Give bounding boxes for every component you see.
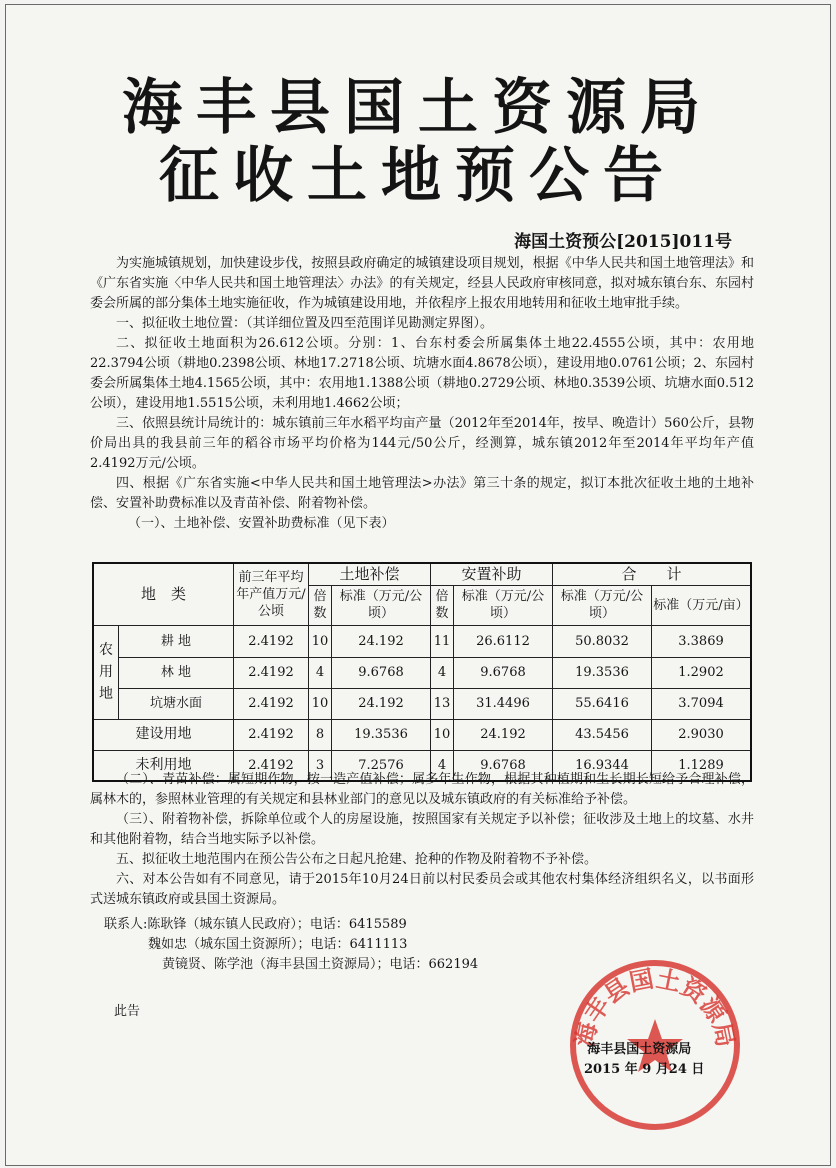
cell-land-standard: 7.2576 bbox=[332, 750, 431, 781]
table-row bbox=[93, 657, 751, 688]
cell-resettle-multiple: 11 bbox=[431, 625, 454, 657]
signature-block bbox=[574, 1040, 704, 1080]
cell-land-multiple: 3 bbox=[309, 750, 332, 781]
sub-item-3: （三）、附着物补偿，拆除单位或个人的房屋设施，按照国家有关规定予以补偿；征收涉及土地上的坟墓、水井和其他附着物，结合当地实际予以补偿。 bbox=[90, 812, 754, 847]
table-row bbox=[93, 719, 751, 750]
cell-resettle-multiple: 10 bbox=[431, 719, 454, 750]
cell-total-mu: 3.7094 bbox=[652, 688, 752, 719]
item-6: 六、对本公告如有不同意见，请于2015年10月24日前以村民委员会或其他农村集体经济组织名义，以书面形式送城东镇政府或县国土资源局。 bbox=[90, 872, 754, 907]
cell-total-ha: 43.5456 bbox=[553, 719, 652, 750]
header-standard-ha: 标准（万元/公顷） bbox=[332, 585, 431, 625]
header-standard-mu: 标准（万元/亩） bbox=[652, 585, 752, 625]
item-1: 一、拟征收土地位置：（其详细位置及四至范围详见勘测定界图）。 bbox=[116, 316, 494, 331]
item-2: 二、拟征收土地面积为26.612公顷。分别：1、台东村委会所属集体土地22.4555公顷，其中：农用地22.3794公顷（耕地0.2398公顷、林地17.2718公顷、坑塘水面4.8678公顷），建设用地0.0761公顷；2、东园村委会所属集体土地4.1565公顷，其中：农用地1.1388公顷（耕地0.2729公顷、林地0.3539公顷、坑塘水面0.512公顷），建设用地1.5515公顷，未利用地1.4662公顷； bbox=[90, 336, 754, 411]
cell-land-standard: 19.3536 bbox=[332, 719, 431, 750]
cell-avg-output: 2.4192 bbox=[234, 719, 309, 750]
cell-land-multiple: 10 bbox=[309, 688, 332, 719]
cell-avg-output: 2.4192 bbox=[234, 750, 309, 781]
sub-item-2: （二）、青苗补偿：属短期作物，按一造产值补偿；属多年生作物，根据其种植期和生长期长短给予合理补偿，属林木的，参照林业管理的有关规定和县林业部门的意见以及城东镇政府的有关标准给予补偿。 bbox=[90, 772, 754, 807]
closing-text: 此告 bbox=[114, 1004, 141, 1019]
group-agricultural-land: 农用地 bbox=[93, 625, 119, 719]
cell-resettle-standard: 31.4496 bbox=[454, 688, 553, 719]
title-line-2: 征收土地预公告 bbox=[159, 141, 677, 211]
header-standard-ha: 标准（万元/公顷） bbox=[454, 585, 553, 625]
contacts-block bbox=[90, 915, 478, 975]
contact-line: 黄镜贤、陈学池（海丰县国土资源局）；电话：662194 bbox=[162, 957, 479, 972]
cell-resettle-multiple: 13 bbox=[431, 688, 454, 719]
header-total: 合 计 bbox=[553, 563, 752, 585]
cell-avg-output: 2.4192 bbox=[234, 688, 309, 719]
cell-avg-output: 2.4192 bbox=[234, 657, 309, 688]
seal-text: 海丰县国土资源局 bbox=[569, 963, 741, 1050]
notice-body bbox=[90, 254, 754, 534]
cell-total-ha: 19.3536 bbox=[553, 657, 652, 688]
signing-date: 2015 年 9 月24 日 bbox=[584, 1062, 705, 1077]
compensation-table bbox=[92, 562, 752, 782]
cell-land-type: 建设用地 bbox=[93, 719, 234, 750]
contact-line: 魏如忠（城东国土资源所）；电话：6411113 bbox=[148, 937, 408, 952]
contact-line: 联系人:陈耿锋（城东镇人民政府）；电话：6415589 bbox=[104, 917, 407, 932]
sub-heading-1: （一）、土地补偿、安置补助费标准（见下表） bbox=[128, 516, 395, 531]
header-resettlement: 安置补助 bbox=[431, 563, 553, 585]
header-multiple: 倍数 bbox=[431, 585, 454, 625]
cell-resettle-multiple: 4 bbox=[431, 657, 454, 688]
notice-body-continued bbox=[90, 770, 754, 910]
header-land-compensation: 土地补偿 bbox=[309, 563, 431, 585]
cell-total-mu: 3.3869 bbox=[652, 625, 752, 657]
cell-land-standard: 24.192 bbox=[332, 688, 431, 719]
cell-land-standard: 9.6768 bbox=[332, 657, 431, 688]
intro-paragraph: 为实施城镇规划，加快建设步伐，按照县政府确定的城镇建设项目规划，根据《中华人民共和国土地管理法》和《广东省实施〈中华人民共和国土地管理法〉办法》的有关规定，经县人民政府审核同意，拟对城东镇台东、东园村委会所属的部分集体土地实施征收，作为城镇建设用地，并依程序上报农用地转用和征收土地审批手续。 bbox=[90, 256, 754, 311]
cell-resettle-standard: 9.6768 bbox=[454, 750, 553, 781]
signer-name: 海丰县国土资源局 bbox=[587, 1042, 692, 1057]
cell-land-type: 林 地 bbox=[119, 657, 234, 688]
cell-total-ha: 16.9344 bbox=[553, 750, 652, 781]
document-number: 海国土资预公[2015]011号 bbox=[514, 232, 732, 252]
table-row bbox=[93, 688, 751, 719]
header-standard-ha: 标准（万元/公顷） bbox=[553, 585, 652, 625]
cell-resettle-standard: 26.6112 bbox=[454, 625, 553, 657]
item-5: 五、拟征收土地范围内在预公告公布之日起凡抢建、抢种的作物及附着物不予补偿。 bbox=[116, 852, 598, 867]
cell-total-ha: 50.8032 bbox=[553, 625, 652, 657]
cell-land-standard: 24.192 bbox=[332, 625, 431, 657]
cell-land-multiple: 8 bbox=[309, 719, 332, 750]
header-land-type: 地 类 bbox=[93, 563, 234, 625]
cell-land-multiple: 4 bbox=[309, 657, 332, 688]
cell-total-ha: 55.6416 bbox=[553, 688, 652, 719]
cell-land-multiple: 10 bbox=[309, 625, 332, 657]
cell-resettle-standard: 24.192 bbox=[454, 719, 553, 750]
cell-resettle-standard: 9.6768 bbox=[454, 657, 553, 688]
cell-avg-output: 2.4192 bbox=[234, 625, 309, 657]
cell-total-mu: 1.2902 bbox=[652, 657, 752, 688]
header-multiple: 倍数 bbox=[309, 585, 332, 625]
cell-land-type: 未利用地 bbox=[93, 750, 234, 781]
item-4: 四、根据《广东省实施<中华人民共和国土地管理法>办法》第三十条的规定，拟订本批次征收土地的土地补偿、安置补助费标准以及青苗补偿、附着物补偿。 bbox=[90, 476, 754, 511]
table-row bbox=[93, 625, 751, 657]
header-avg-output: 前三年平均年产值万元/公顷 bbox=[234, 563, 309, 625]
title-line-1: 海丰县国土资源局 bbox=[122, 73, 714, 143]
cell-total-mu: 1.1289 bbox=[652, 750, 752, 781]
cell-land-type: 坑塘水面 bbox=[119, 688, 234, 719]
cell-resettle-multiple: 4 bbox=[431, 750, 454, 781]
item-3: 三、依照县统计局统计的：城东镇前三年水稻平均亩产量（2012年至2014年，按早、晚造计）560公斤，县物价局出具的我县前三年的稻谷市场平均价格为144元/50公斤，经测算，城东镇2012年至2014年平均年产值2.4192万元/公顷。 bbox=[90, 416, 754, 471]
cell-total-mu: 2.9030 bbox=[652, 719, 752, 750]
cell-land-type: 耕 地 bbox=[119, 625, 234, 657]
